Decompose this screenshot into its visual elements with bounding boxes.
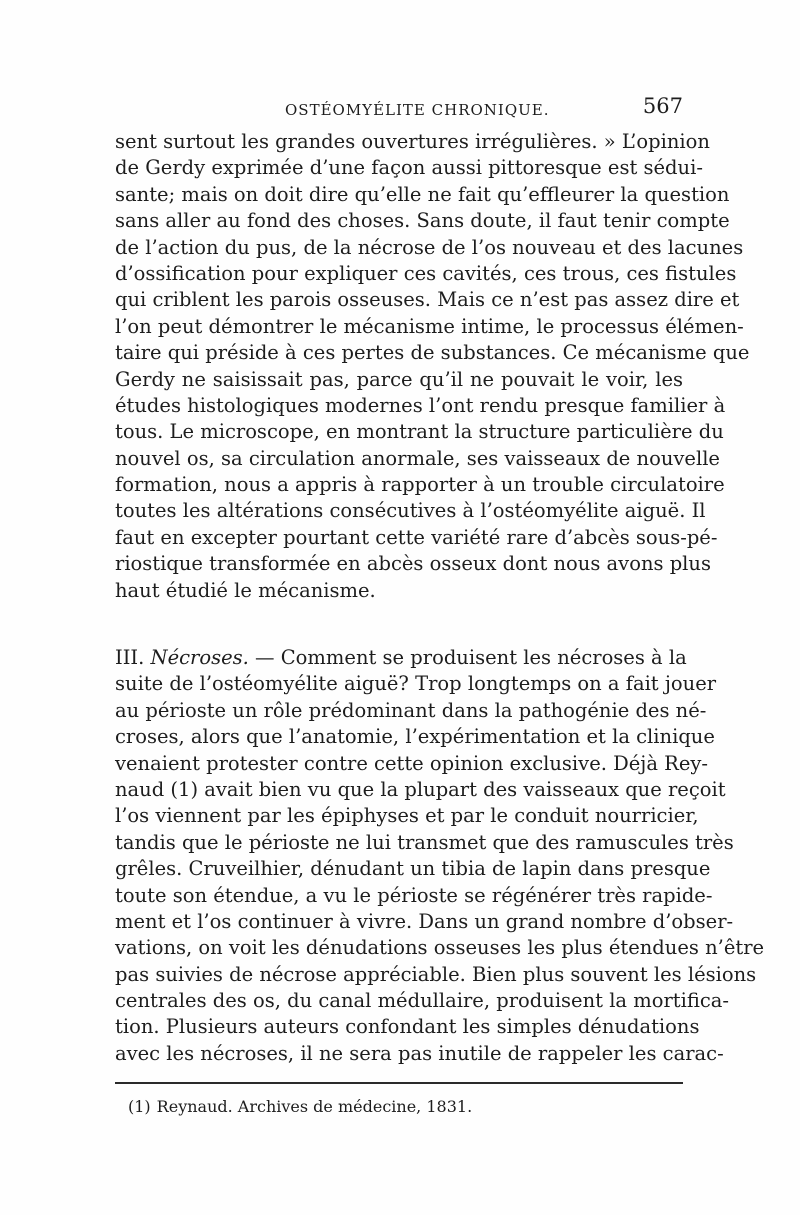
footnote-text: Reynaud. Archives de médecine, 1831. (156, 1097, 473, 1116)
text-line: riostique transformée en abcès osseux dont nous avons plus (115, 552, 711, 576)
text-line: suite de l’ostéomyélite aiguë? Trop longtemps on a fait jouer (115, 672, 717, 696)
text-line: sans aller au fond des choses. Sans doute, il faut tenir compte (115, 209, 730, 233)
page-number: 567 (642, 94, 683, 118)
text-line: pas suivies de nécrose appréciable. Bien plus souvent les lésions (115, 962, 757, 986)
text-line: avec les nécroses, il ne sera pas inutile de rappeler les carac- (115, 1041, 724, 1065)
text-line: de l’action du pus, de la nécrose de l’os nouveau et des lacunes (115, 235, 744, 259)
section-first-line-text: — Comment se produisent les nécroses à la (248, 646, 687, 669)
text-line: centrales des os, du canal médullaire, produisent la mortifica- (115, 989, 730, 1013)
paragraph-necroses (115, 645, 765, 1067)
running-title: OSTÉOMYÉLITE CHRONIQUE. (285, 101, 550, 119)
text-line: toute son étendue, a vu le périoste se régénérer très rapide- (115, 883, 713, 907)
text-line: toutes les altérations consécutives à l’ostéomyélite aiguë. Il (115, 499, 706, 523)
text-line: formation, nous a appris à rapporter à un trouble circulatoire (115, 473, 725, 497)
section-number: III. (115, 646, 145, 669)
text-line: l’os viennent par les épiphyses et par le conduit nourricier, (115, 804, 699, 828)
text-line: haut étudié le mécanisme. (115, 578, 376, 602)
text-line: sent surtout les grandes ouvertures irrégulières. » L’opinion (115, 130, 710, 153)
footnote-divider (115, 1082, 683, 1084)
text-line: taire qui préside à ces pertes de substances. Ce mécanisme que (115, 341, 750, 365)
text-line: tandis que le périoste ne lui transmet que des ramuscules très (115, 830, 734, 854)
text-line: Gerdy ne saisissait pas, parce qu’il ne pouvait le voir, les (115, 367, 683, 391)
text-line: au périoste un rôle prédominant dans la pathogénie des né- (115, 698, 707, 722)
paragraph-gerdy (115, 129, 750, 604)
text-line: tion. Plusieurs auteurs confondant les simples dénudations (115, 1015, 700, 1039)
text-line: études histologiques modernes l’ont rendu presque familier à (115, 393, 726, 417)
text-line: sante; mais on doit dire qu’elle ne fait qu’effleurer la question (115, 182, 730, 206)
section-title: Nécroses. (150, 646, 249, 669)
text-line: de Gerdy exprimée d’une façon aussi pittoresque est sédui- (115, 156, 703, 180)
text-line: venaient protester contre cette opinion exclusive. Déjà Rey- (115, 751, 708, 775)
text-line: grêles. Cruveilhier, dénudant un tibia de lapin dans presque (115, 857, 711, 881)
page-header (115, 94, 683, 124)
footnote (128, 1097, 472, 1116)
text-line: l’on peut démontrer le mécanisme intime, le processus élémen- (115, 314, 744, 338)
text-line: vations, on voit les dénudations osseuses les plus étendues n’être (115, 936, 765, 960)
text-line: d’ossification pour expliquer ces cavités, ces trous, ces fistules (115, 261, 737, 285)
text-line: tous. Le microscope, en montrant la structure particulière du (115, 420, 724, 444)
text-line: nouvel os, sa circulation anormale, ses vaisseaux de nouvelle (115, 446, 720, 470)
section-heading-line (115, 645, 687, 671)
footnote-mark: (1) (128, 1097, 151, 1116)
text-line: qui criblent les parois osseuses. Mais ce n’est pas assez dire et (115, 288, 740, 312)
text-line: ment et l’os continuer à vivre. Dans un grand nombre d’obser- (115, 909, 734, 933)
text-line: naud (1) avait bien vu que la plupart des vaisseaux que reçoit (115, 777, 726, 801)
text-line: faut en excepter pourtant cette variété rare d’abcès sous-pé- (115, 525, 718, 549)
text-line: croses, alors que l’anatomie, l’expérimentation et la clinique (115, 725, 715, 749)
